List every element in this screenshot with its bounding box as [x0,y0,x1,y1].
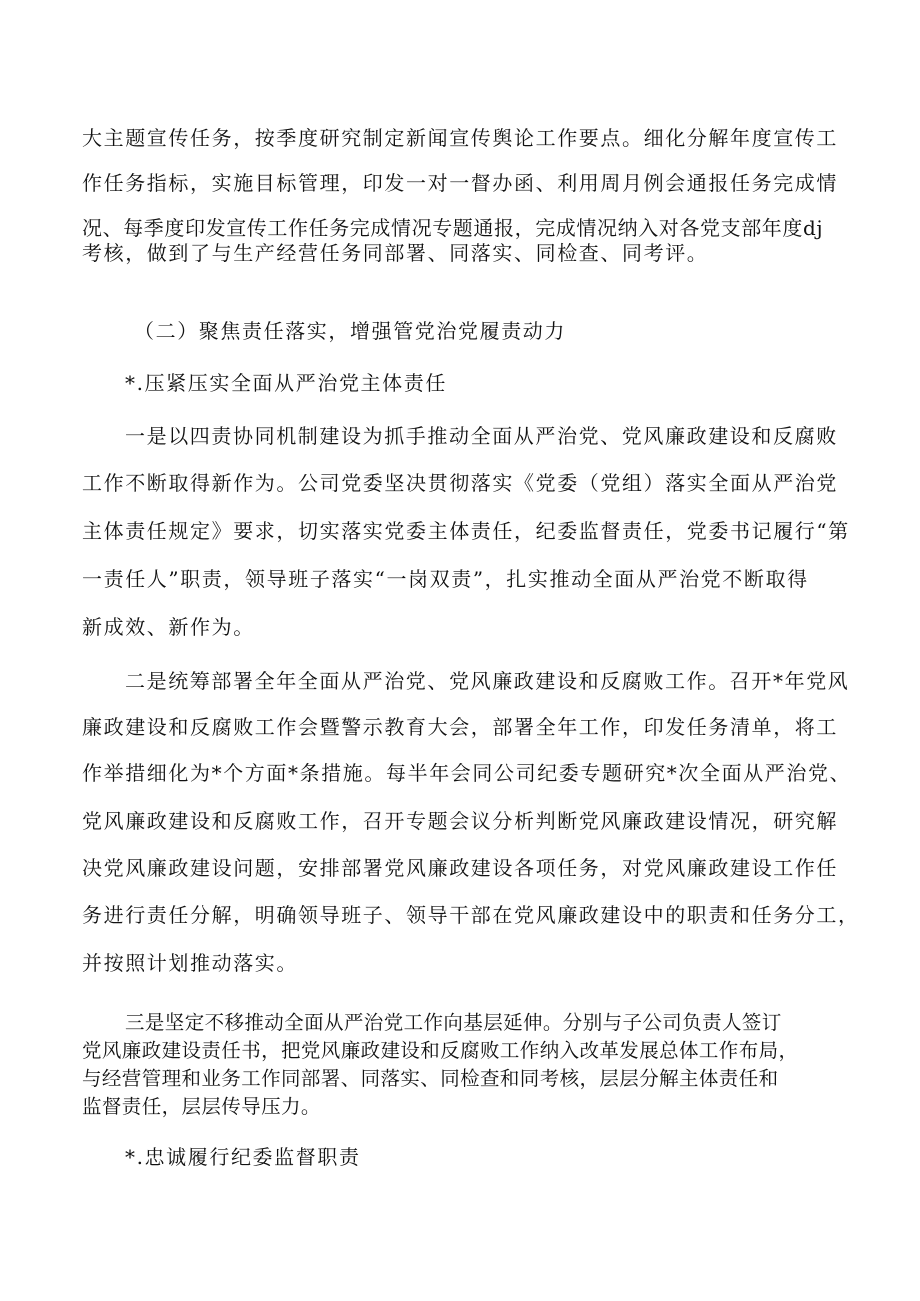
paragraph-line: 二是统筹部署全年全面从严治党、党风廉政建设和反腐败工作。召开*年党风 [125,669,850,693]
paragraph-line: 考核，做到了与生产经营任务同部署、同落实、同检查、同考评。 [82,241,709,265]
paragraph-line: 决党风廉政建设问题，安排部署党风廉政建设各项任务，对党风廉政建设工作任 [82,856,838,880]
paragraph-line: 新成效、新作为。 [82,615,255,639]
paragraph-line: 务进行责任分解，明确领导班子、领导干部在党风廉政建设中的职责和任务分工， [82,903,860,927]
paragraph-line: 三是坚定不移推动全面从严治党工作向基层延伸。分别与子公司负责人签订 [125,1011,782,1034]
paragraph-line: 党风廉政建设责任书，把党风廉政建设和反腐败工作纳入改革发展总体工作布局， [82,1039,799,1062]
paragraph-line: 与经营管理和业务工作同部署、同落实、同检查和同考核，层层分解主体责任和 [82,1067,779,1090]
paragraph-line: 一责任人”职责，领导班子落实“一岗双责”，扎实推动全面从严治党不断取得 [82,567,809,591]
paragraph-line: 作举措细化为*个方面*条措施。每半年会同公司纪委专题研究*次全面从严治党、 [82,761,852,785]
paragraph-line: 况、每季度印发宣传工作任务完成情况专题通报，完成情况纳入对各党支部年度dj [82,216,824,240]
paragraph-line: 大主题宣传任务，按季度研究制定新闻宣传舆论工作要点。细化分解年度宣传工 [82,126,838,150]
paragraph-line: 党风廉政建设和反腐败工作，召开专题会议分析判断党风廉政建设情况，研究解 [82,809,838,833]
paragraph-line: 工作不断取得新作为。公司党委坚决贯彻落实《党委（党组）落实全面从严治党 [82,471,838,495]
paragraph-line: 并按照计划推动落实。 [82,951,298,975]
section-heading: （二）聚焦责任落实，增强管党治党履责动力 [134,319,566,343]
paragraph-line: 一是以四责协同机制建设为抓手推动全面从严治党、党风廉政建设和反腐败 [125,424,838,448]
paragraph-line: 廉政建设和反腐败工作会暨警示教育大会，部署全年工作，印发任务清单，将工 [82,715,838,739]
paragraph-line: 主体责任规定》要求，切实落实党委主体责任，纪委监督责任，党委书记履行“第 [82,519,850,543]
paragraph-line: 监督责任，层层传导压力。 [82,1095,321,1118]
subsection-heading: *.压紧压实全面从严治党主体责任 [125,371,447,395]
subsection-heading: *.忠诚履行纪委监督职责 [125,1145,361,1169]
paragraph-line: 作任务指标，实施目标管理，印发一对一督办函、利用周月例会通报任务完成情 [82,171,838,195]
